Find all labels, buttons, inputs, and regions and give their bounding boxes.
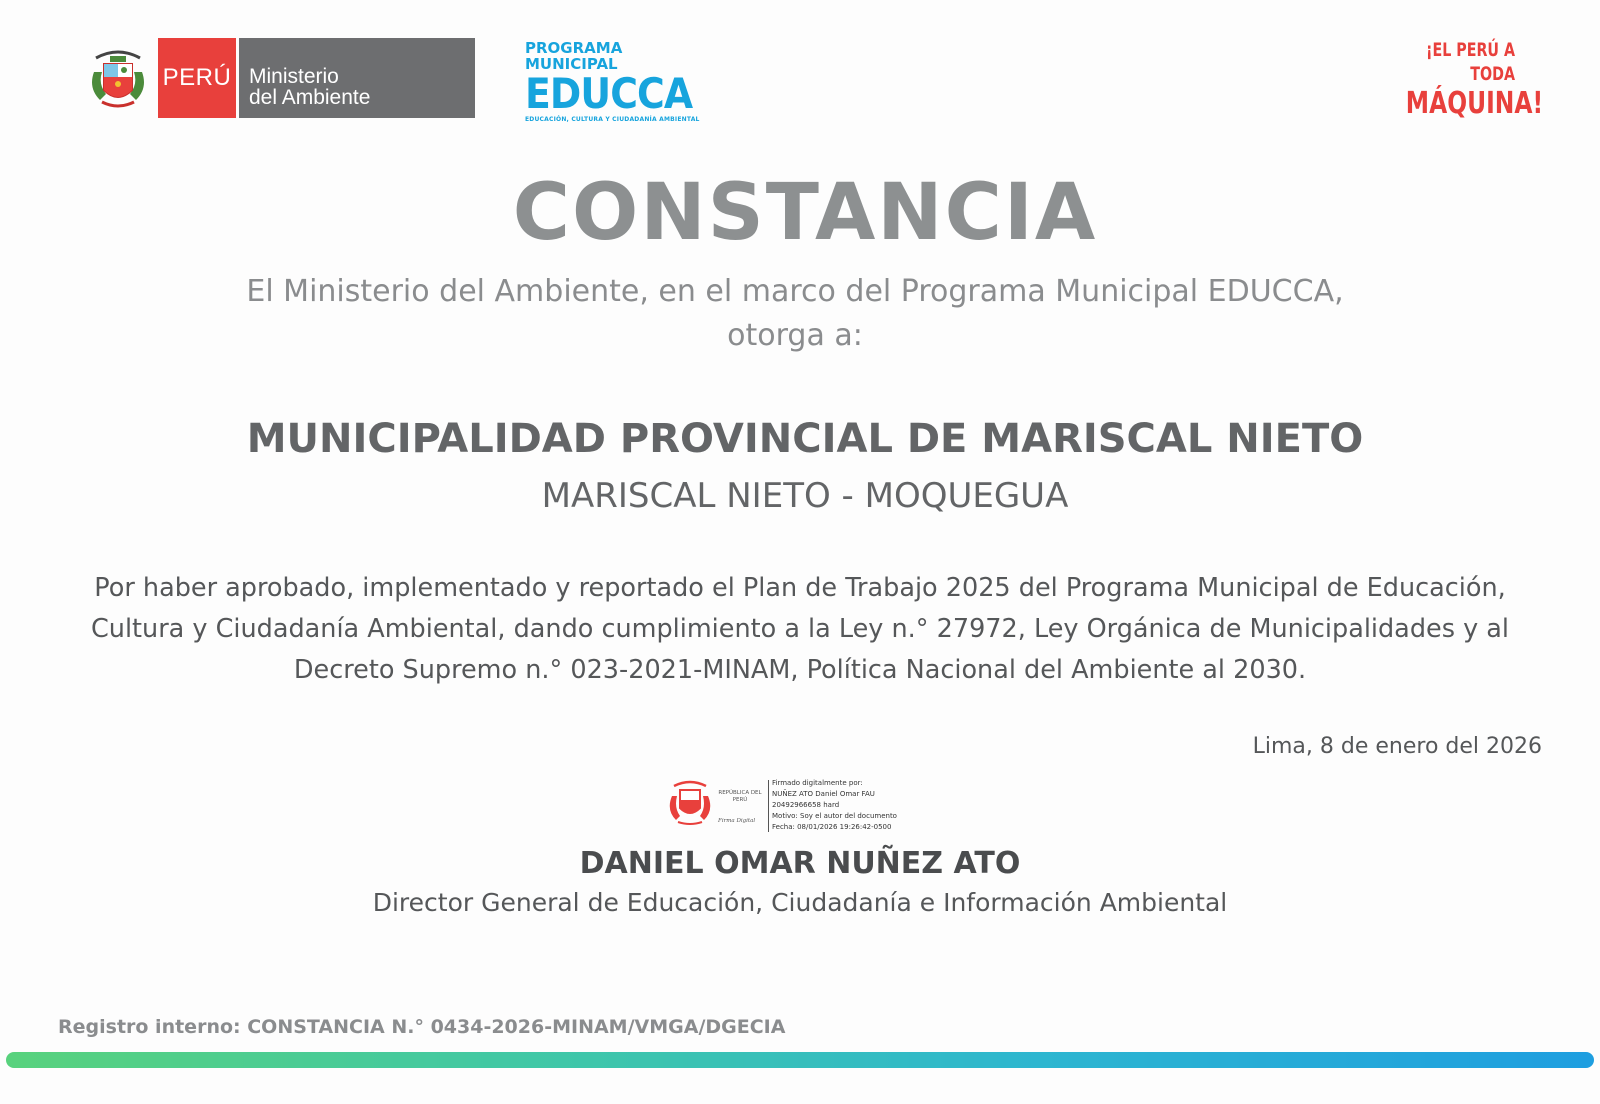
signature-line2: NUÑEZ ATO Daniel Omar FAU bbox=[772, 790, 875, 798]
ministry-logo-box bbox=[239, 38, 475, 118]
signer-role: Director General de Educación, Ciudadanía e Información Ambiental bbox=[372, 888, 1228, 917]
certificate-title: CONSTANCIA bbox=[512, 168, 1098, 258]
signature-details bbox=[772, 778, 942, 833]
recipient-location: MARISCAL NIETO - MOQUEGUA bbox=[541, 476, 1069, 516]
signature-line5: Fecha: 08/01/2026 19:26:42-0500 bbox=[772, 823, 892, 831]
peru-coat-of-arms-icon bbox=[90, 44, 146, 114]
educca-name: EDUCCA bbox=[525, 69, 693, 118]
signature-line3: 20492966658 hard bbox=[772, 801, 840, 809]
slogan-line2: MÁQUINA! bbox=[1405, 86, 1544, 121]
slogan-line1: ¡EL PERÚ A TODA bbox=[1426, 39, 1515, 85]
signature-republic-label: REPÚBLICA DEL PERÚ bbox=[718, 790, 762, 803]
educca-subtitle: EDUCACIÓN, CULTURA Y CIUDADANÍA AMBIENTAL bbox=[525, 116, 700, 123]
ministry-line1: Ministerio bbox=[249, 65, 339, 88]
signature-seal-icon bbox=[668, 776, 712, 826]
peru-logo-box bbox=[158, 38, 236, 118]
signature-divider bbox=[768, 780, 769, 832]
intro-text: El Ministerio del Ambiente, en el marco del Programa Municipal EDUCCA, otorga a: bbox=[246, 274, 1344, 353]
peru-label: PERÚ bbox=[162, 64, 232, 91]
footer-gradient-bar bbox=[6, 1052, 1594, 1068]
internal-register: Registro interno: CONSTANCIA N.° 0434-2026-MINAM/VMGA/DGECIA bbox=[58, 1016, 786, 1038]
signature-line4: Motivo: Soy el autor del documento bbox=[772, 812, 897, 820]
signature-line1: Firmado digitalmente por: bbox=[772, 779, 863, 787]
digital-signature-block bbox=[668, 776, 928, 836]
signature-firma-label: Firma Digital bbox=[718, 818, 756, 824]
reason-paragraph: Por haber aprobado, implementado y reportado el Plan de Trabajo 2025 del Programa Municipal de Educación, Cultura y Ciudadanía Ambiental, dando cumplimiento a la Ley n.° 27972, Ley Orgánica de Municipalidades y al Decreto Supremo n.° 023-2021-MINAM, Política Nacional del Ambiente al 2030. bbox=[90, 573, 1509, 685]
recipient-entity: MUNICIPALIDAD PROVINCIAL DE MARISCAL NIETO bbox=[246, 416, 1364, 462]
slogan-logo bbox=[1375, 38, 1544, 121]
signer-name: DANIEL OMAR NUÑEZ ATO bbox=[579, 846, 1021, 881]
issue-date: Lima, 8 de enero del 2026 bbox=[1252, 734, 1542, 759]
educca-logo bbox=[525, 39, 705, 123]
educca-top-label: PROGRAMA MUNICIPAL bbox=[525, 39, 623, 73]
ministry-line2: del Ambiente bbox=[249, 86, 371, 109]
